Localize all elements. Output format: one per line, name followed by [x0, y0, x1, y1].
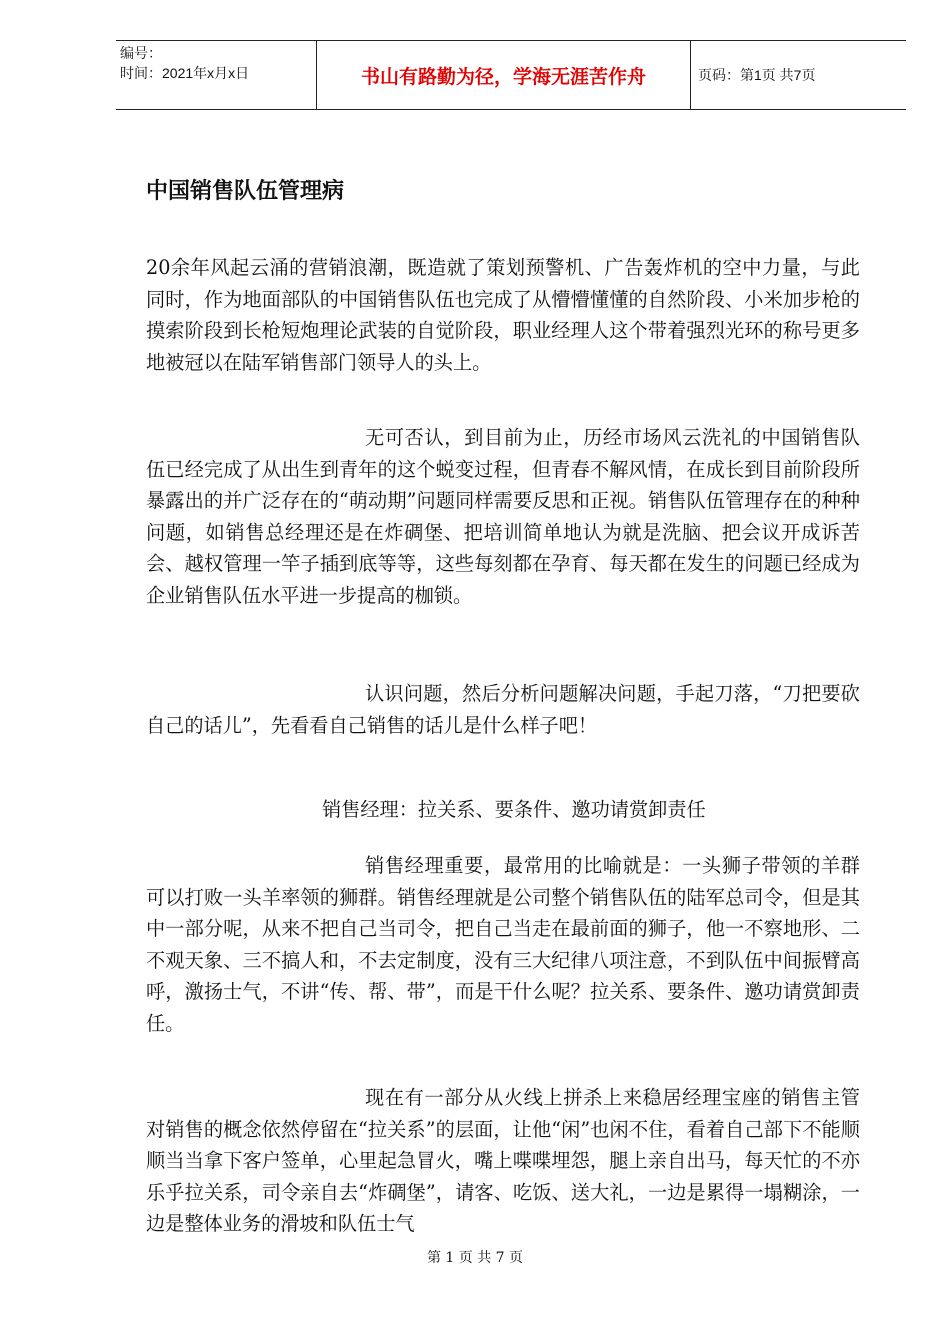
paragraph-1: 20余年风起云涌的营销浪潮，既造就了策划预警机、广告轰炸机的空中力量，与此同时，作为地面部队的中国销售队伍也完成了从懵懵懂懂的自然阶段、小米加步枪的摸索阶段到长枪短炮理论武装的自觉阶段，职业经理人这个带着强烈光环的称号更多地被冠以在陆军销售部门领导人的头上。	[146, 256, 860, 374]
paragraph-3: 认识问题，然后分析问题解决问题，手起刀落，“刀把要砍自己的话儿”，先看看自己销售的话儿是什么样子吧！	[146, 682, 860, 737]
paragraph-5: 现在有一部分从火线上拼杀上来稳居经理宝座的销售主管对销售的概念依然停留在“拉关系”的层面，让他“闲”也闲不住，看着自己部下不能顺顺当当拿下客户签单，心里起急冒火，嘴上喋喋埋怨，腿上亲自出马，每天忙的不亦乐乎拉关系，司令亲自去“炸碉堡”，请客、吃饭、送大礼，一边是累得一塌糊涂，一边是整体业务的滑坡和队伍士气	[146, 1086, 860, 1235]
document-header	[116, 40, 906, 110]
header-motto: 书山有路勤为径，学海无涯苦作舟	[316, 41, 691, 109]
header-page-info: 页码：第1页 共7页	[698, 67, 816, 83]
header-meta	[120, 43, 315, 83]
section-subtitle: 销售经理：拉关系、要条件、邀功请赏卸责任	[322, 798, 706, 821]
page-footer: 第 1 页 共 7 页	[426, 1250, 524, 1266]
document-title: 中国销售队伍管理病	[146, 179, 345, 204]
number-label: 编号：	[120, 45, 162, 61]
paragraph-4: 销售经理重要，最常用的比喻就是：一头狮子带领的羊群可以打败一头羊率领的狮群。销售经理就是公司整个销售队伍的陆军总司令，但是其中一部分呢，从来不把自己当司令，把自己当走在最前面的狮子，他一不察地形、二不观天象、三不搞人和，不去定制度，没有三大纪律八项注意，不到队伍中间振臂高呼，激扬士气，不讲“传、帮、带”，而是干什么呢？拉关系、要条件、邀功请赏卸责任。	[146, 854, 860, 1035]
paragraph-2: 无可否认，到目前为止，历经市场风云洗礼的中国销售队伍已经完成了从出生到青年的这个蜕变过程，但青春不解风情，在成长到目前阶段所暴露出的并广泛存在的“萌动期”问题同样需要反思和正视。销售队伍管理存在的种种问题，如销售总经理还是在炸碉堡、把培训简单地认为就是洗脑、把会议开成诉苦会、越权管理一竿子插到底等等，这些每刻都在孕育、每天都在发生的问题已经成为企业销售队伍水平进一步提高的枷锁。	[146, 426, 860, 607]
time-label: 时间：2021年x月x日	[120, 65, 250, 81]
